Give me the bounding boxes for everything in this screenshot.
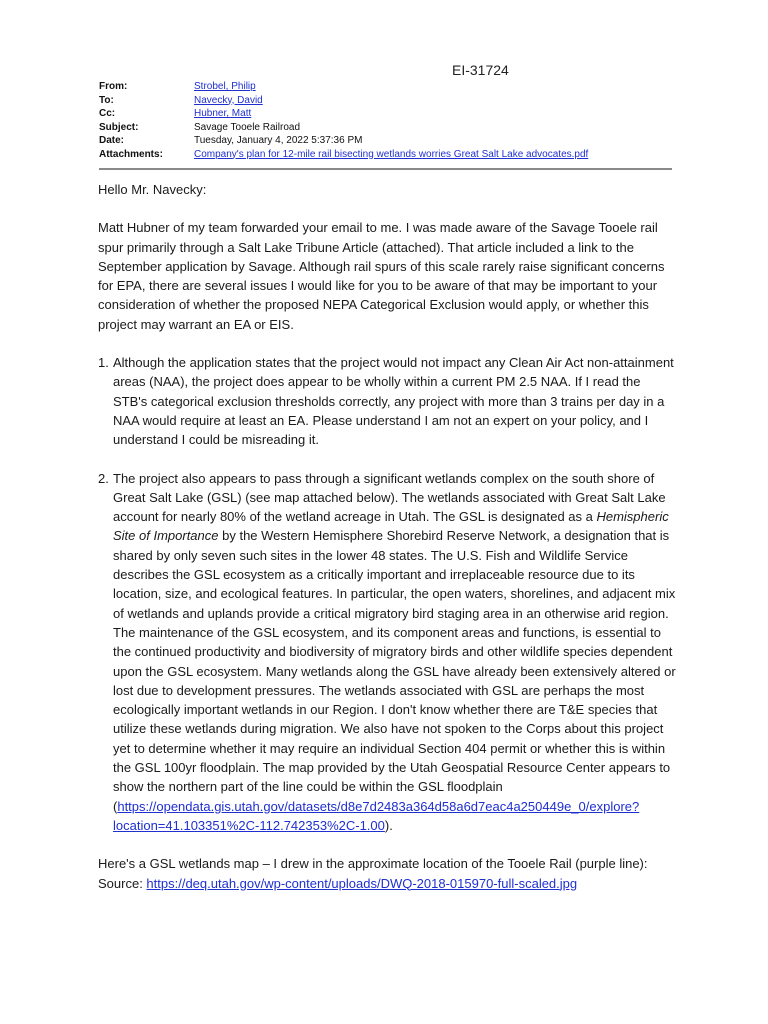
header-to-row [99, 94, 674, 108]
header-cc-row [99, 107, 674, 121]
greeting: Hello Mr. Navecky: [98, 182, 207, 197]
list-text-2b: by the Western Hemisphere Shorebird Reserve Network, a designation that is shared by only seven such sites in the lower 48 states. The U.S. Fish and Wildlife Service describes the GSL ecosystem as a critically important and irreplaceable resource due to its location, size, and ecological features. In particular, the open waters, shorelines, and adjacent mix of wetlands and uplands provide a critical migratory bird staging area in an otherwise arid region. The maintenance of the GSL ecosystem, and its component areas and functions, is essential to the continued productivity and biodiversity of migratory birds and other wildlife species dependent upon the GSL ecosystem. Many wetlands along the GSL have already been extensively altered or lost due to development pressures. The wetlands associated with GSL are perhaps the most ecologically important wetlands in our Region. I don't know whether there are T&E species that utilize these wetlands during migration. We also have not spoken to the Corps about this project yet to determine whether it may require an individual Section 404 permit or whether this is within the GSL 100yr floodplain. The map provided by the Utah Geospatial Resource Center appears to show the northern part of the line could be within the GSL floodplain [113, 528, 676, 795]
cc-label: Cc: [99, 108, 116, 119]
floodplain-map-link[interactable]: https://opendata.gis.utah.gov/datasets/d8e7d2483a364d58a6d7eac4a250449e_0/explore?location=41.103351%2C-112.742353%2C-1.00 [113, 798, 640, 833]
list-text-1: Although the application states that the project would not impact any Clean Air Act non-attainment areas (NAA), the project does appear to be wholly within a current PM 2.5 NAA. If I read the STB's categorical exclusion thresholds correctly, any project with more than 3 trains per day in a NAA would require at least an EA. Please understand I am not an expert on your policy, and I understand I could be misreading it. [113, 355, 674, 448]
paren-open: ( [113, 798, 118, 814]
map-paragraph [98, 854, 678, 893]
attachments-label: Attachments: [99, 148, 163, 160]
list-number-2: 2. [98, 470, 109, 486]
list-text-2 [113, 469, 678, 836]
header-date-row [99, 134, 674, 148]
from-link[interactable]: Strobel, Philip [194, 81, 256, 92]
document-id: EI-31724 [452, 62, 509, 78]
source-link[interactable]: https://deq.utah.gov/wp-content/uploads/DWQ-2018-015970-full-scaled.jpg [146, 875, 578, 891]
from-label: From: [99, 81, 128, 92]
email-body [98, 180, 678, 893]
list-item-2 [98, 469, 678, 836]
header-divider [99, 168, 672, 170]
list-item-1 [98, 353, 678, 449]
email-header [99, 80, 674, 161]
subject-label: Subject: [99, 121, 139, 133]
header-subject-row [99, 121, 674, 135]
subject-value: Savage Tooele Railroad [194, 121, 301, 133]
to-label: To: [99, 94, 114, 106]
date-label: Date: [99, 135, 125, 146]
intro-paragraph: Matt Hubner of my team forwarded your email to me. I was made aware of the Savage Tooele rail spur primarily through a Salt Lake Tribune Article (attached). That article included a link to the September application by Savage. Although rail spurs of this scale rarely raise significant concerns for EPA, there are several issues I would like for you to be aware of that may be important to your consideration of whether the proposed NEPA Categorical Exclusion would apply, or whether this project may warrant an EA or EIS. [98, 220, 665, 332]
map-intro-text: Here's a GSL wetlands map – I drew in the approximate location of the Tooele Rail (purple line): [98, 856, 648, 872]
paren-close: ). [384, 817, 393, 833]
hemispheric-site-italic: Hemispheric Site of Importance [113, 509, 669, 544]
list-text-2a: The project also appears to pass through a significant wetlands complex on the south shore of Great Salt Lake (GSL) (see map attached below). The wetlands associated with Great Salt Lake account for nearly 80% of the wetland acreage in Utah. The GSL is designated as a [113, 470, 666, 525]
list-number-1: 1. [98, 355, 109, 371]
to-link[interactable]: Navecky, David [194, 94, 263, 106]
cc-link[interactable]: Hubner, Matt [194, 108, 252, 119]
source-line [98, 874, 678, 893]
date-value: Tuesday, January 4, 2022 5:37:36 PM [194, 135, 363, 146]
attachment-link[interactable]: Company's plan for 12-mile rail bisecting wetlands worries Great Salt Lake advocates.pdf [194, 148, 589, 160]
header-attachments-row [99, 148, 674, 162]
source-label: Source: [98, 875, 147, 891]
header-from-row [99, 80, 674, 94]
